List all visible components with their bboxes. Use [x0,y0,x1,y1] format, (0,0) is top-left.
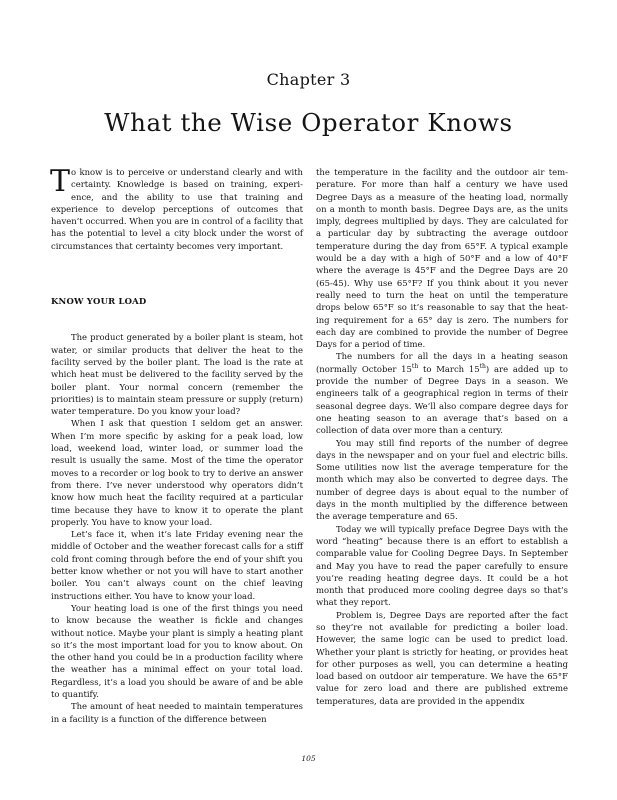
paragraph-text: to March 15 [418,363,480,374]
paragraph-text: The numbers for all the days in a heating season (normally October 15 [316,351,568,374]
body-paragraph: The product generated by a boiler plant is steam, hot water, or similar products that deliver the heat to the facility served by the boiler plant. The load is the rate at which heat must be delivered to the facility served by the boiler plant. Your normal concern (remember the priorities) is to maintain steam pressure or supply (return) water temperature. Do you know your load? [51,332,303,417]
chapter-title: What the Wise Operator Knows [104,108,513,137]
right-column [316,166,568,707]
body-paragraph: the temperature in the facility and the outdoor air temperature. For more than half a century we have used Degree Days as a measure of the heating load, normally on a month to month basis. Degree Days are, as the units imply, degrees multiplied by days. They are calculated for a particular day by subtracting the average outdoor temperature during the day from 65°F. A typical example would be a day with a high of 50°F and a low of 40°F where the average is 45°F and the Degree Days are 20 (65-45). Why use 65°F? If you think about it you never really need to turn the heat on until the temperature drops below 65°F so it’s reasonable to say that the heating requirement for a 65° day is zero. The numbers for each day are combined to provide the number of Degree Days for a period of time. [316,167,568,350]
chapter-label: Chapter 3 [266,70,351,89]
intro-paragraph [51,166,303,252]
page-number: 105 [301,754,316,763]
paragraph-text: ) are added up to provide the number of Degree Days in a season. We engineers talk of a geographical region in terms of their seasonal degree days. We’ll also compare degree days for one heating season to an average that’s based on a collection of data over more than a century. [316,363,568,436]
ordinal-superscript: th [411,362,419,370]
body-paragraph: Your heating load is one of the first things you need to know because the weather is fickle and changes without notice. Maybe your plant is simply a heating plant so it’s the most important load for you to know about. On the other hand you could be in a production facility where the weather has a minimal effect on your total load. Regardless, it’s a load you should be aware of and be able to quantify. [51,602,303,699]
body-paragraph: You may still find reports of the number of degree days in the newspaper and on your fuel and electric bills. Some utilities now list the average temperature for the month which may also be converted to degree days. The number of degree days is about equal to the number of days in the month multiplied by the difference between the average temperature and 65. [316,437,568,522]
body-paragraph: Let’s face it, when it’s late Friday evening near the middle of October and the weather forecast calls for a stiff cold front coming through before the end of your shift you better know whether or not you will have to start another boiler. You can’t always count on the chief leaving instructions either. You have to know your load. [51,529,303,601]
body-paragraph: The amount of heat needed to maintain temperatures in a facility is a function of the difference between [51,701,303,724]
left-column [51,166,303,725]
body-paragraph: Problem is, Degree Days are reported after the fact so they’re not available for predicting a boiler load. However, the same logic can be used to predict load. Whether your plant is strictly for heating, or provides heat for other purposes as well, you can determine a heating load based on outdoor air temperature. We have the 65°F value for zero load and there are published extreme temperatures, data are provided in the appendix [316,609,568,706]
ordinal-superscript: th [479,362,486,370]
body-paragraph: When I ask that question I seldom get an answer. When I’m more specific by asking for a peak load, low load, weekend load, winter load, or summer load the result is usually the same. Most of the time the operator moves to a recorder or log book to try to derive an answer from there. I’ve never understood why operators didn’t know how much heat the facility required at a particular time because they have to know it to operate the plant properly. You have to know your load. [51,418,303,527]
section-heading: KNOW YOUR LOAD [51,296,147,307]
body-paragraph: Today we will typically preface Degree Days with the word “heating” because there is an effort to establish a comparable value for Cooling Degree Days. In September and May you have to read the paper carefully to ensure you’re reading heating degree days. It could be a hot month that produced more cooling degree days so that’s what they report. [316,523,568,608]
intro-text: o know is to perceive or understand clearly and with certainty. Knowledge is based on training, experience, and the ability to use that training and experience to develop perceptions of outcomes that haven’t occurred. When you are in control of a facility that has the potential to level a city block under the worst of circumstances that certainty becomes very important. [51,167,303,251]
body-paragraph [316,350,568,436]
drop-cap: T [50,164,71,199]
